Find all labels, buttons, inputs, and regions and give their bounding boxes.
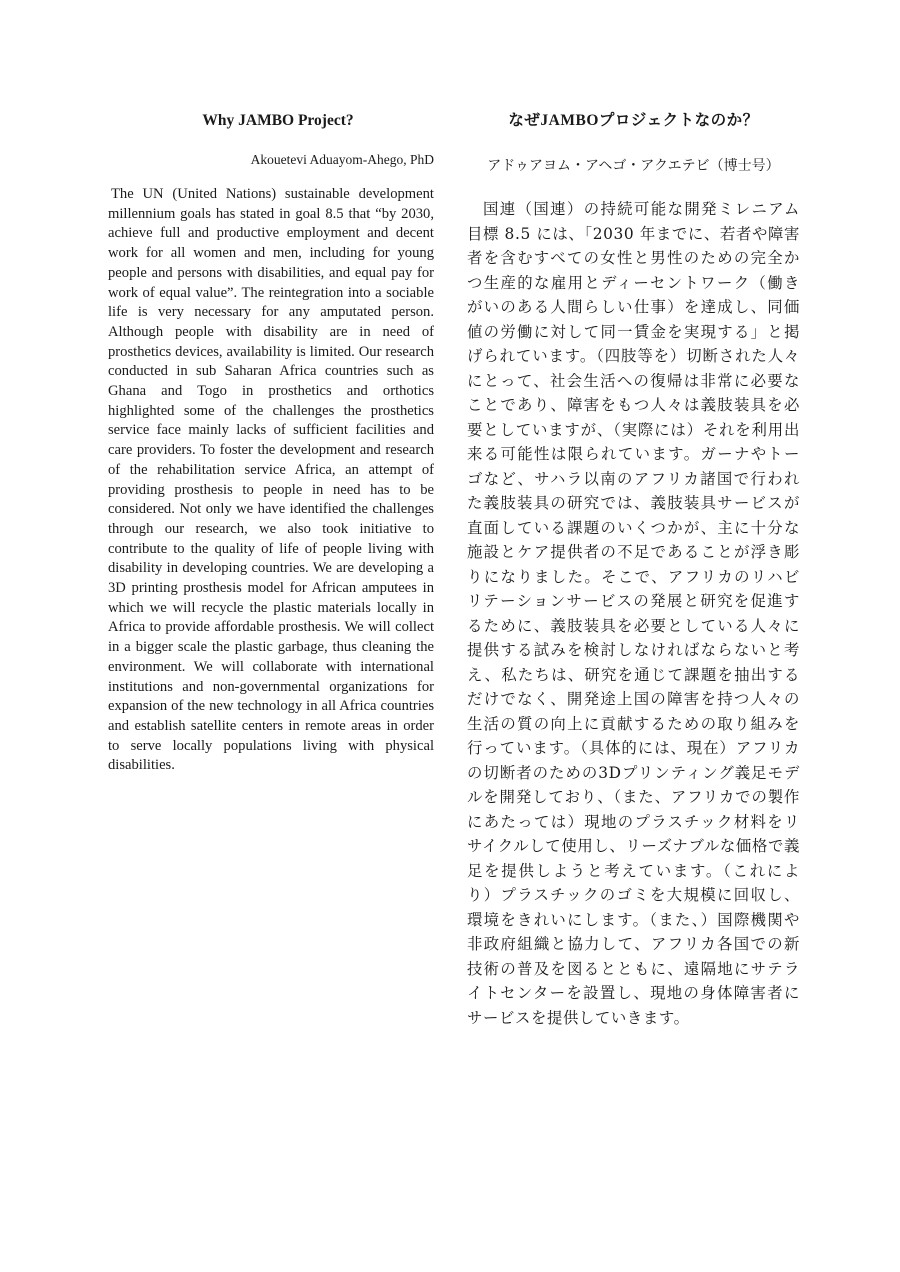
english-body: The UN (United Nations) sustainable development millennium goals has stated in goal 8.5 that “by 2030, achieve full and productive employment and decent work for all women and men, including for young people and persons with disabilities, and equal pay for work of equal value”. The reintegration into a sociable life is very necessary for any amputated person. Although people with disability are in need of prosthetics devices, availability is limited. Our research conducted in sub Saharan Africa countries such as Ghana and Togo in prosthetics and orthotics highlighted some of the challenges the prosthetics service face mainly lacks of sufficient facilities and care providers. To foster the development and research of the rehabilitation service Africa, an attempt of providing prosthesis to people in need has to be considered. Not only we have identified the challenges through our research, we also took initiative to contribute to the quality of life of people living with disability in developing countries. We are developing a 3D printing prosthesis model for African amputees in which we will recycle the plastic materials locally in Africa to provide affordable prosthesis. We will collect in a bigger scale the plastic garbage, thus cleaning the environment. We will collaborate with international institutions and non-governmental organizations for expansion of the new technology in all Africa countries and establish satellite centers in remote areas in order to serve locally populations living with physical disabilities. bbox=[108, 186, 434, 774]
japanese-title: なぜJAMBOプロジェクトなのか？ bbox=[508, 112, 759, 129]
english-author: Akouetevi Aduayom-Ahego, PhD bbox=[250, 152, 434, 167]
japanese-body: 国連（国連）の持続可能な開発ミレニアム目標 8.5 には、「2030 年までに、若者や障害者を含むすべての女性と男性のための完全かつ生産的な雇用とディーセントワーク（働きがいのある人間らしい仕事）を達成し、同価値の労働に対して同一賃金を実現する」と掲げられています。（四肢等を）切断された人々にとって、社会生活への復帰は非常に必要なことであり、障害をもつ人々は義肢装具を必要としていますが、（実際には）それを利用出来る可能性は限られています。ガーナやトーゴなど、サハラ以南のアフリカ諸国で行われた義肢装具の研究では、義肢装具サービスが直面している課題のいくつかが、主に十分な施設とケア提供者の不足であることが浮き彫りになりました。そこで、アフリカのリハビリテーションサービスの発展と研究を促進するために、義肢装具を必要としている人々に提供する試みを検討しなければならないと考え、私たちは、研究を通じて課題を抽出するだけでなく、開発途上国の障害を持つ人々の生活の質の向上に貢献するための取り組みを行っています。（具体的には、現在）アフリカの切断者のための3Dプリンティング義足モデルを開発しており、（また、アフリカでの製作にあたっては）現地のプラスチック材料をリサイクルして使用し、リーズナブルな価格で義足を提供しようと考えています。（これにより）プラスチックのゴミを大規模に回収し、環境をきれいにします。（また、）国際機関や非政府組織と協力して、アフリカ各国での新技術の普及を図るとともに、遠隔地にサテライトセンターを設置し、現地の身体障害者にサービスを提供していきます。 bbox=[467, 200, 800, 1027]
japanese-author: アドゥアヨム・アヘゴ・アクエテビ（博士号） bbox=[487, 159, 780, 174]
japanese-column bbox=[467, 110, 800, 1030]
english-column bbox=[108, 110, 434, 776]
english-title: Why JAMBO Project? bbox=[202, 112, 354, 129]
